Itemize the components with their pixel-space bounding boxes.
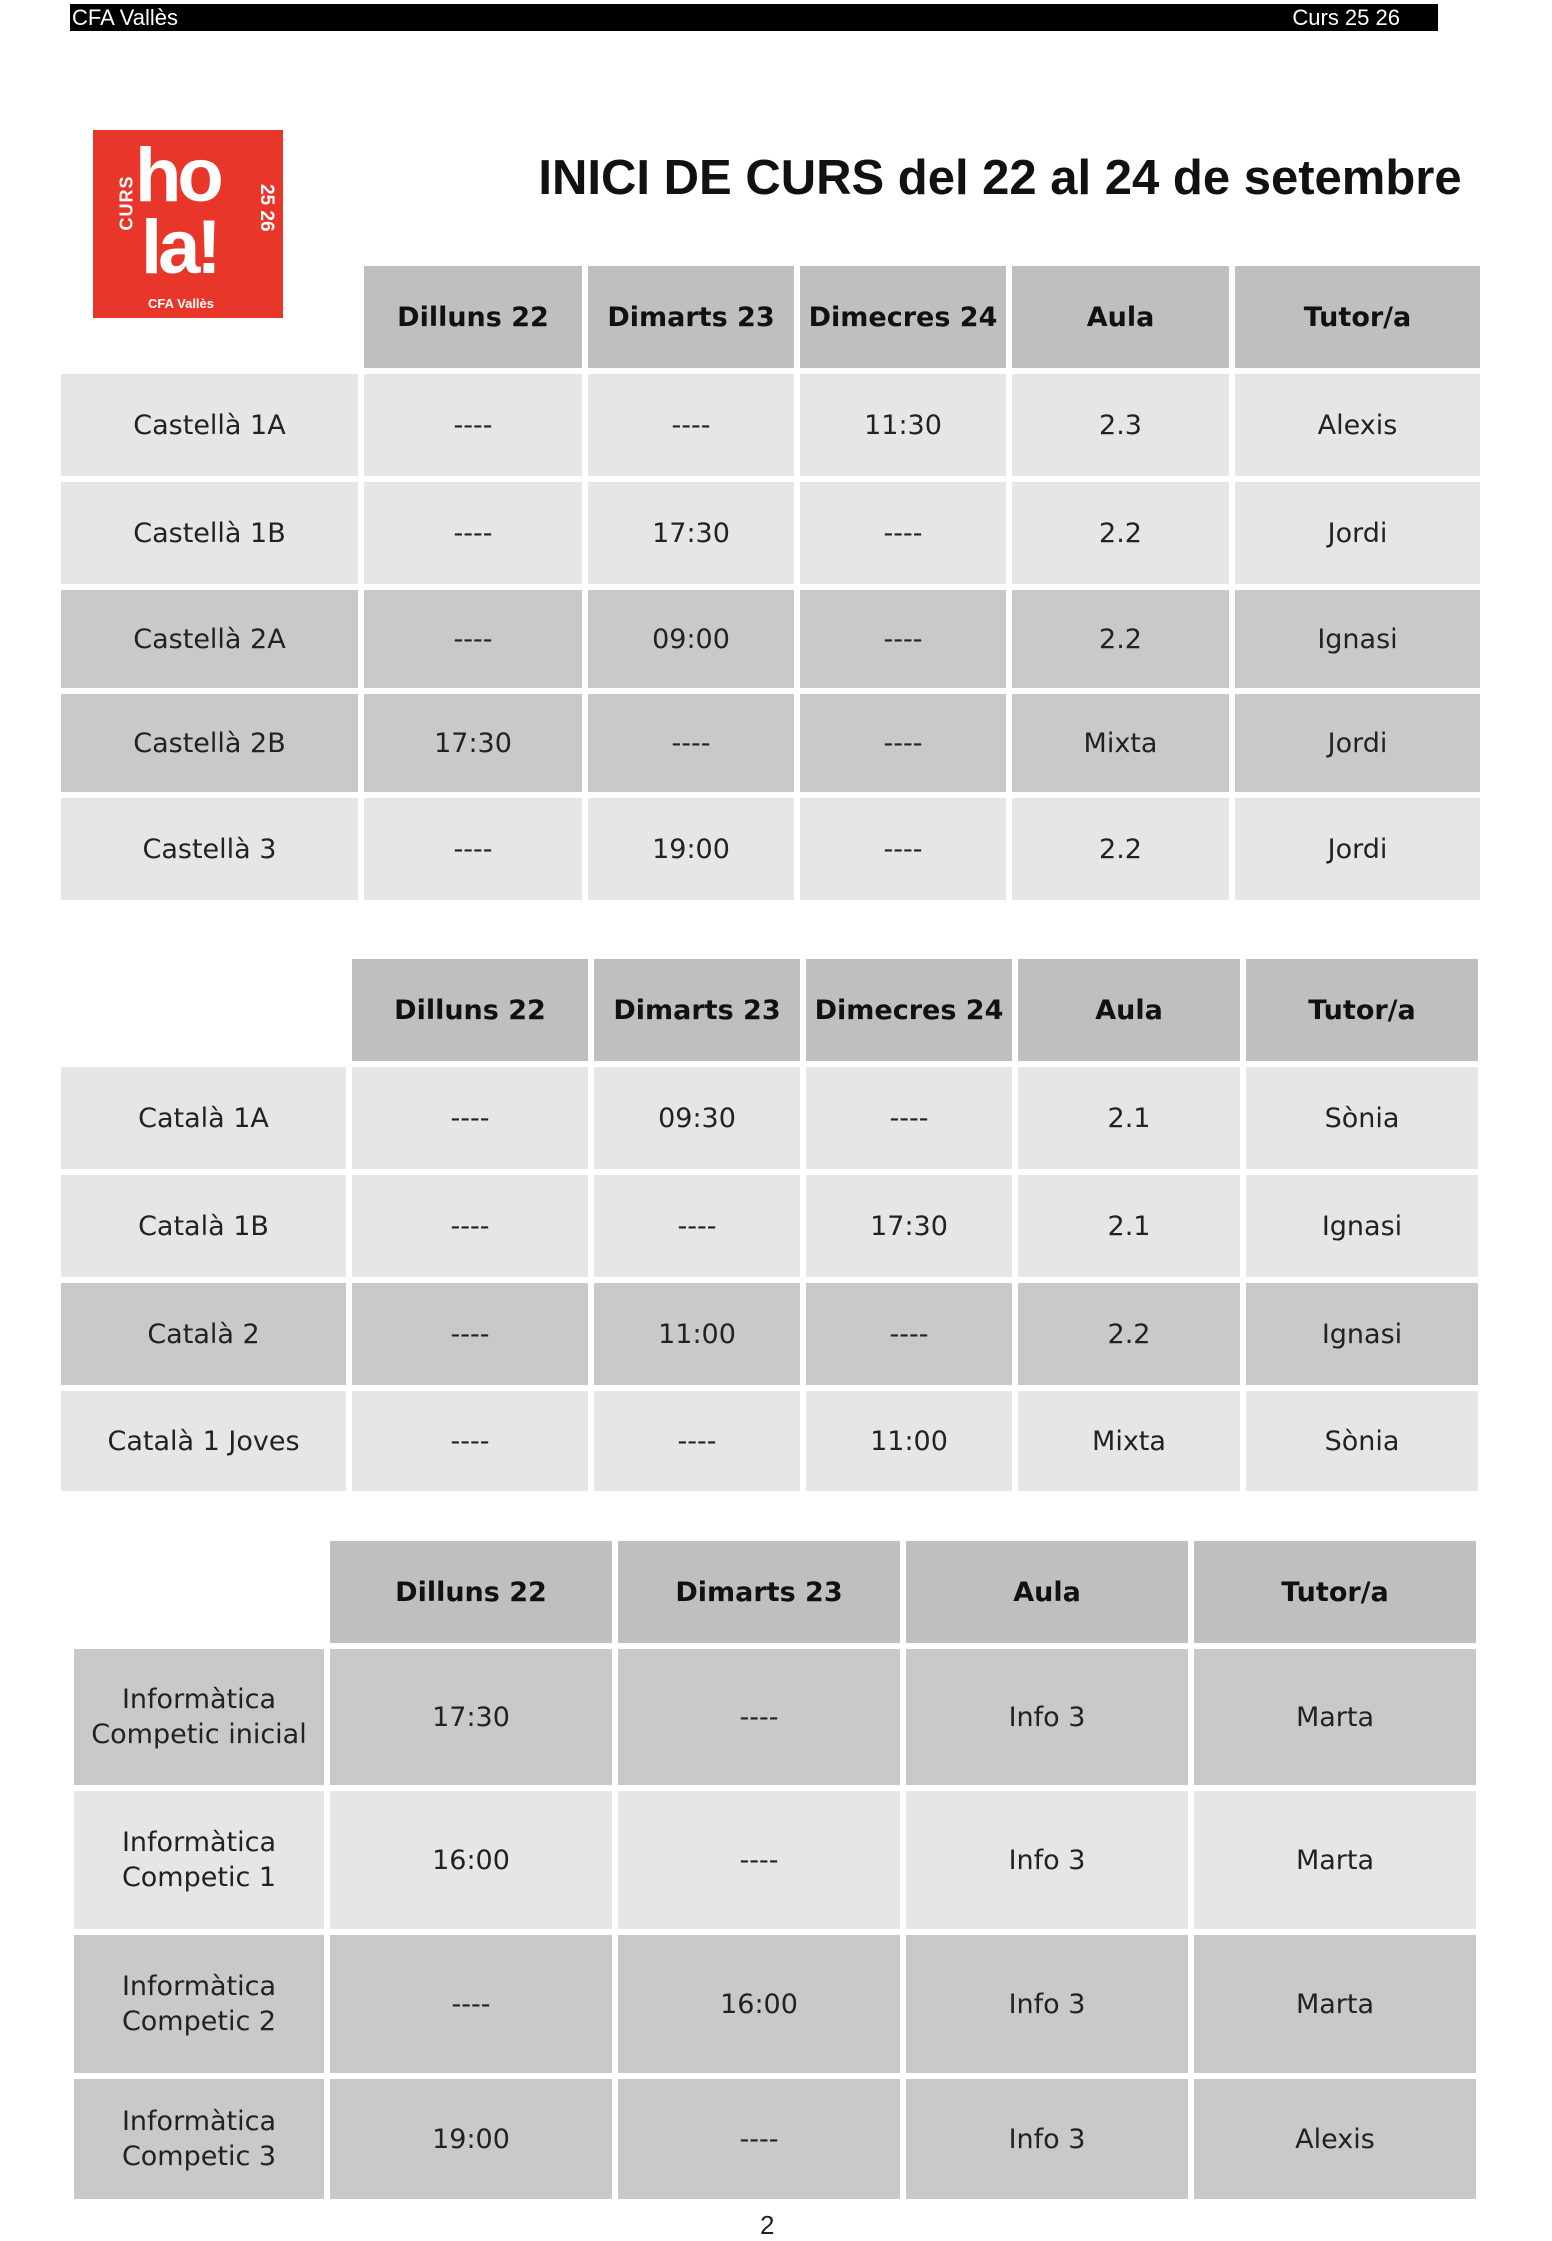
- course-name-cell: Català 1 Joves: [61, 1391, 346, 1491]
- table-cell: 17:30: [364, 694, 582, 792]
- table-cell: 17:30: [330, 1649, 612, 1785]
- corner-cell: [61, 959, 346, 1061]
- table-cell: Sònia: [1246, 1067, 1478, 1169]
- table-cell: Jordi: [1235, 694, 1480, 792]
- table-cell: ----: [588, 694, 794, 792]
- table-cell: Alexis: [1194, 2079, 1476, 2199]
- course-name-cell: Castellà 1B: [61, 482, 358, 584]
- table-cell: Jordi: [1235, 798, 1480, 900]
- table-cell: ----: [618, 1791, 900, 1929]
- course-name-cell: Castellà 3: [61, 798, 358, 900]
- col-header: Dimarts 23: [618, 1541, 900, 1643]
- table-cell: ----: [352, 1391, 588, 1491]
- table-cell: Sònia: [1246, 1391, 1478, 1491]
- table-cell: 17:30: [806, 1175, 1012, 1277]
- page-header-bar: [70, 4, 1438, 31]
- col-header: Aula: [1012, 266, 1229, 368]
- logo-la-text: la!: [141, 205, 218, 290]
- course-name-cell: Castellà 2A: [61, 590, 358, 688]
- col-header: Dilluns 22: [352, 959, 588, 1061]
- col-header: Dilluns 22: [330, 1541, 612, 1643]
- col-header: Tutor/a: [1246, 959, 1478, 1061]
- table-row: [61, 1067, 1478, 1169]
- table-row: [61, 1391, 1478, 1491]
- table-cell: ----: [352, 1283, 588, 1385]
- table-cell: Info 3: [906, 1791, 1188, 1929]
- table-cell: ----: [800, 590, 1006, 688]
- logo-curs-text: CURS: [116, 175, 137, 231]
- table-cell: 2.2: [1012, 590, 1229, 688]
- header-org: CFA Vallès: [72, 5, 178, 30]
- table-cell: Ignasi: [1246, 1283, 1478, 1385]
- logo-brand-text: CFA Vallès: [148, 296, 214, 311]
- table-row: [61, 482, 1480, 584]
- table-cell: Ignasi: [1235, 590, 1480, 688]
- table-cell: 17:30: [588, 482, 794, 584]
- col-header: Tutor/a: [1194, 1541, 1476, 1643]
- corner-cell: [61, 266, 358, 368]
- table-cell: Jordi: [1235, 482, 1480, 584]
- informatica-schedule-table: [68, 1535, 1482, 2205]
- header-course: Curs 25 26: [1292, 5, 1400, 30]
- table-row: [61, 1175, 1478, 1277]
- table-cell: 09:00: [588, 590, 794, 688]
- table-cell: Alexis: [1235, 374, 1480, 476]
- table-cell: ----: [800, 694, 1006, 792]
- course-name-cell: Català 1B: [61, 1175, 346, 1277]
- course-name-cell: Informàtica Competic 3: [74, 2079, 324, 2199]
- table-cell: ----: [806, 1283, 1012, 1385]
- course-name-cell: Castellà 2B: [61, 694, 358, 792]
- table-cell: 16:00: [330, 1791, 612, 1929]
- table-cell: 11:00: [594, 1283, 800, 1385]
- course-name-cell: Informàtica Competic 2: [74, 1935, 324, 2073]
- course-name-cell: Català 2: [61, 1283, 346, 1385]
- table-cell: Mixta: [1018, 1391, 1240, 1491]
- page-number: 2: [760, 2210, 775, 2240]
- col-header: Tutor/a: [1235, 266, 1480, 368]
- table-row: [61, 1283, 1478, 1385]
- col-header: Dimarts 23: [594, 959, 800, 1061]
- logo-ho-text: ho: [135, 133, 220, 218]
- table-cell: Info 3: [906, 1935, 1188, 2073]
- table-row: [61, 694, 1480, 792]
- table-row: [74, 2079, 1476, 2199]
- col-header: Dimecres 24: [806, 959, 1012, 1061]
- table-cell: ----: [364, 482, 582, 584]
- table-cell: ----: [594, 1175, 800, 1277]
- table-cell: ----: [364, 374, 582, 476]
- col-header: Aula: [1018, 959, 1240, 1061]
- table-cell: Mixta: [1012, 694, 1229, 792]
- table-cell: ----: [618, 1649, 900, 1785]
- course-name-cell: Català 1A: [61, 1067, 346, 1169]
- col-header: Dilluns 22: [364, 266, 582, 368]
- table-cell: 11:00: [806, 1391, 1012, 1491]
- table-cell: Marta: [1194, 1649, 1476, 1785]
- table-cell: ----: [588, 374, 794, 476]
- table-cell: Marta: [1194, 1791, 1476, 1929]
- col-header: Aula: [906, 1541, 1188, 1643]
- logo-year-text: 25 26: [256, 184, 277, 232]
- table-cell: 09:30: [594, 1067, 800, 1169]
- table-cell: ----: [806, 1067, 1012, 1169]
- table-cell: 16:00: [618, 1935, 900, 2073]
- table-row: [74, 1791, 1476, 1929]
- table-cell: 2.1: [1018, 1067, 1240, 1169]
- corner-cell: [74, 1541, 324, 1643]
- table-cell: Info 3: [906, 2079, 1188, 2199]
- table-cell: ----: [364, 590, 582, 688]
- course-name-cell: Informàtica Competic 1: [74, 1791, 324, 1929]
- table-cell: 2.1: [1018, 1175, 1240, 1277]
- course-name-cell: Informàtica Competic inicial: [74, 1649, 324, 1785]
- table-cell: 2.2: [1018, 1283, 1240, 1385]
- table-cell: ----: [352, 1175, 588, 1277]
- table-row: [74, 1935, 1476, 2073]
- table-cell: 19:00: [588, 798, 794, 900]
- catala-schedule-table: [55, 953, 1484, 1497]
- table-row: [61, 374, 1480, 476]
- table-cell: Ignasi: [1246, 1175, 1478, 1277]
- table-row: [74, 1649, 1476, 1785]
- course-name-cell: Castellà 1A: [61, 374, 358, 476]
- castella-schedule-table: [55, 260, 1486, 906]
- table-cell: 2.2: [1012, 482, 1229, 584]
- table-row: [61, 798, 1480, 900]
- table-cell: ----: [352, 1067, 588, 1169]
- table-cell: 11:30: [800, 374, 1006, 476]
- table-row: [61, 590, 1480, 688]
- table-cell: 2.2: [1012, 798, 1229, 900]
- table-cell: ----: [364, 798, 582, 900]
- table-cell: ----: [594, 1391, 800, 1491]
- col-header: Dimarts 23: [588, 266, 794, 368]
- table-cell: 19:00: [330, 2079, 612, 2199]
- page-title: INICI DE CURS del 22 al 24 de setembre: [538, 151, 1462, 205]
- table-cell: Marta: [1194, 1935, 1476, 2073]
- col-header: Dimecres 24: [800, 266, 1006, 368]
- table-cell: ----: [800, 798, 1006, 900]
- table-cell: ----: [618, 2079, 900, 2199]
- table-cell: ----: [800, 482, 1006, 584]
- table-cell: ----: [330, 1935, 612, 2073]
- table-cell: Info 3: [906, 1649, 1188, 1785]
- table-cell: 2.3: [1012, 374, 1229, 476]
